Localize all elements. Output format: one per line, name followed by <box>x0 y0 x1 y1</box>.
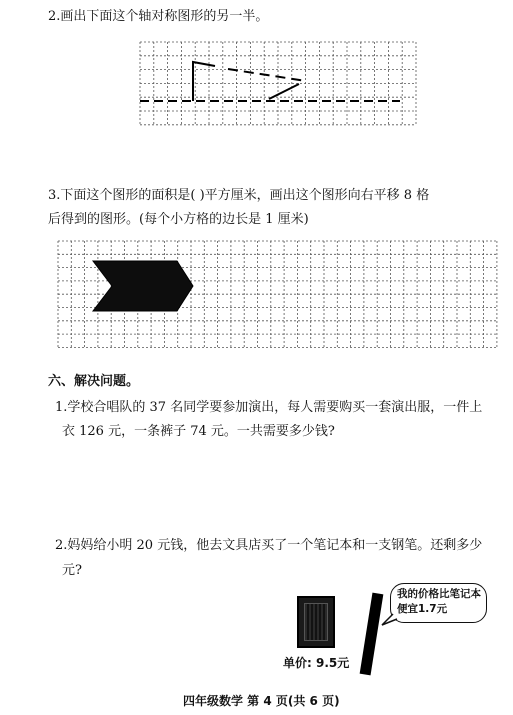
chevron-shape <box>93 261 193 311</box>
notebook-illustration <box>297 596 335 648</box>
symmetry-grid <box>0 0 513 160</box>
problem-2-line2: 元? <box>62 563 82 578</box>
problem-2-line1: 2.妈妈给小明 20 元钱，他去文具店买了一个笔记本和一支钢笔。还剩多少 <box>55 538 483 553</box>
question-3-line1: 3.下面这个图形的面积是( )平方厘米，画出这个图形向右平移 8 格 <box>48 188 430 203</box>
translation-grid <box>0 235 513 355</box>
problem-1-line1: 1.学校合唱队的 37 名同学要参加演出，每人需要购买一套演出服，一件上 <box>55 400 483 415</box>
section-6-title: 六、解决问题。 <box>48 374 140 389</box>
page-footer: 四年级数学 第 4 页(共 6 页) <box>183 694 340 708</box>
pen-illustration <box>360 593 384 676</box>
half-figure <box>193 62 306 101</box>
pen-speech-bubble <box>390 583 487 623</box>
speech-bubble-text: 我的价格比笔记本便宜1.7元 <box>397 588 481 615</box>
question-2-text: 2.画出下面这个轴对称图形的另一半。 <box>48 9 269 24</box>
question-3-line2: 后得到的图形。(每个小方格的边长是 1 厘米) <box>48 212 309 227</box>
speech-bubble-tail <box>381 613 401 627</box>
notebook-price-label: 单价: 9.5元 <box>283 656 350 670</box>
problem-1-line2: 衣 126 元，一条裤子 74 元。一共需要多少钱? <box>62 424 335 439</box>
